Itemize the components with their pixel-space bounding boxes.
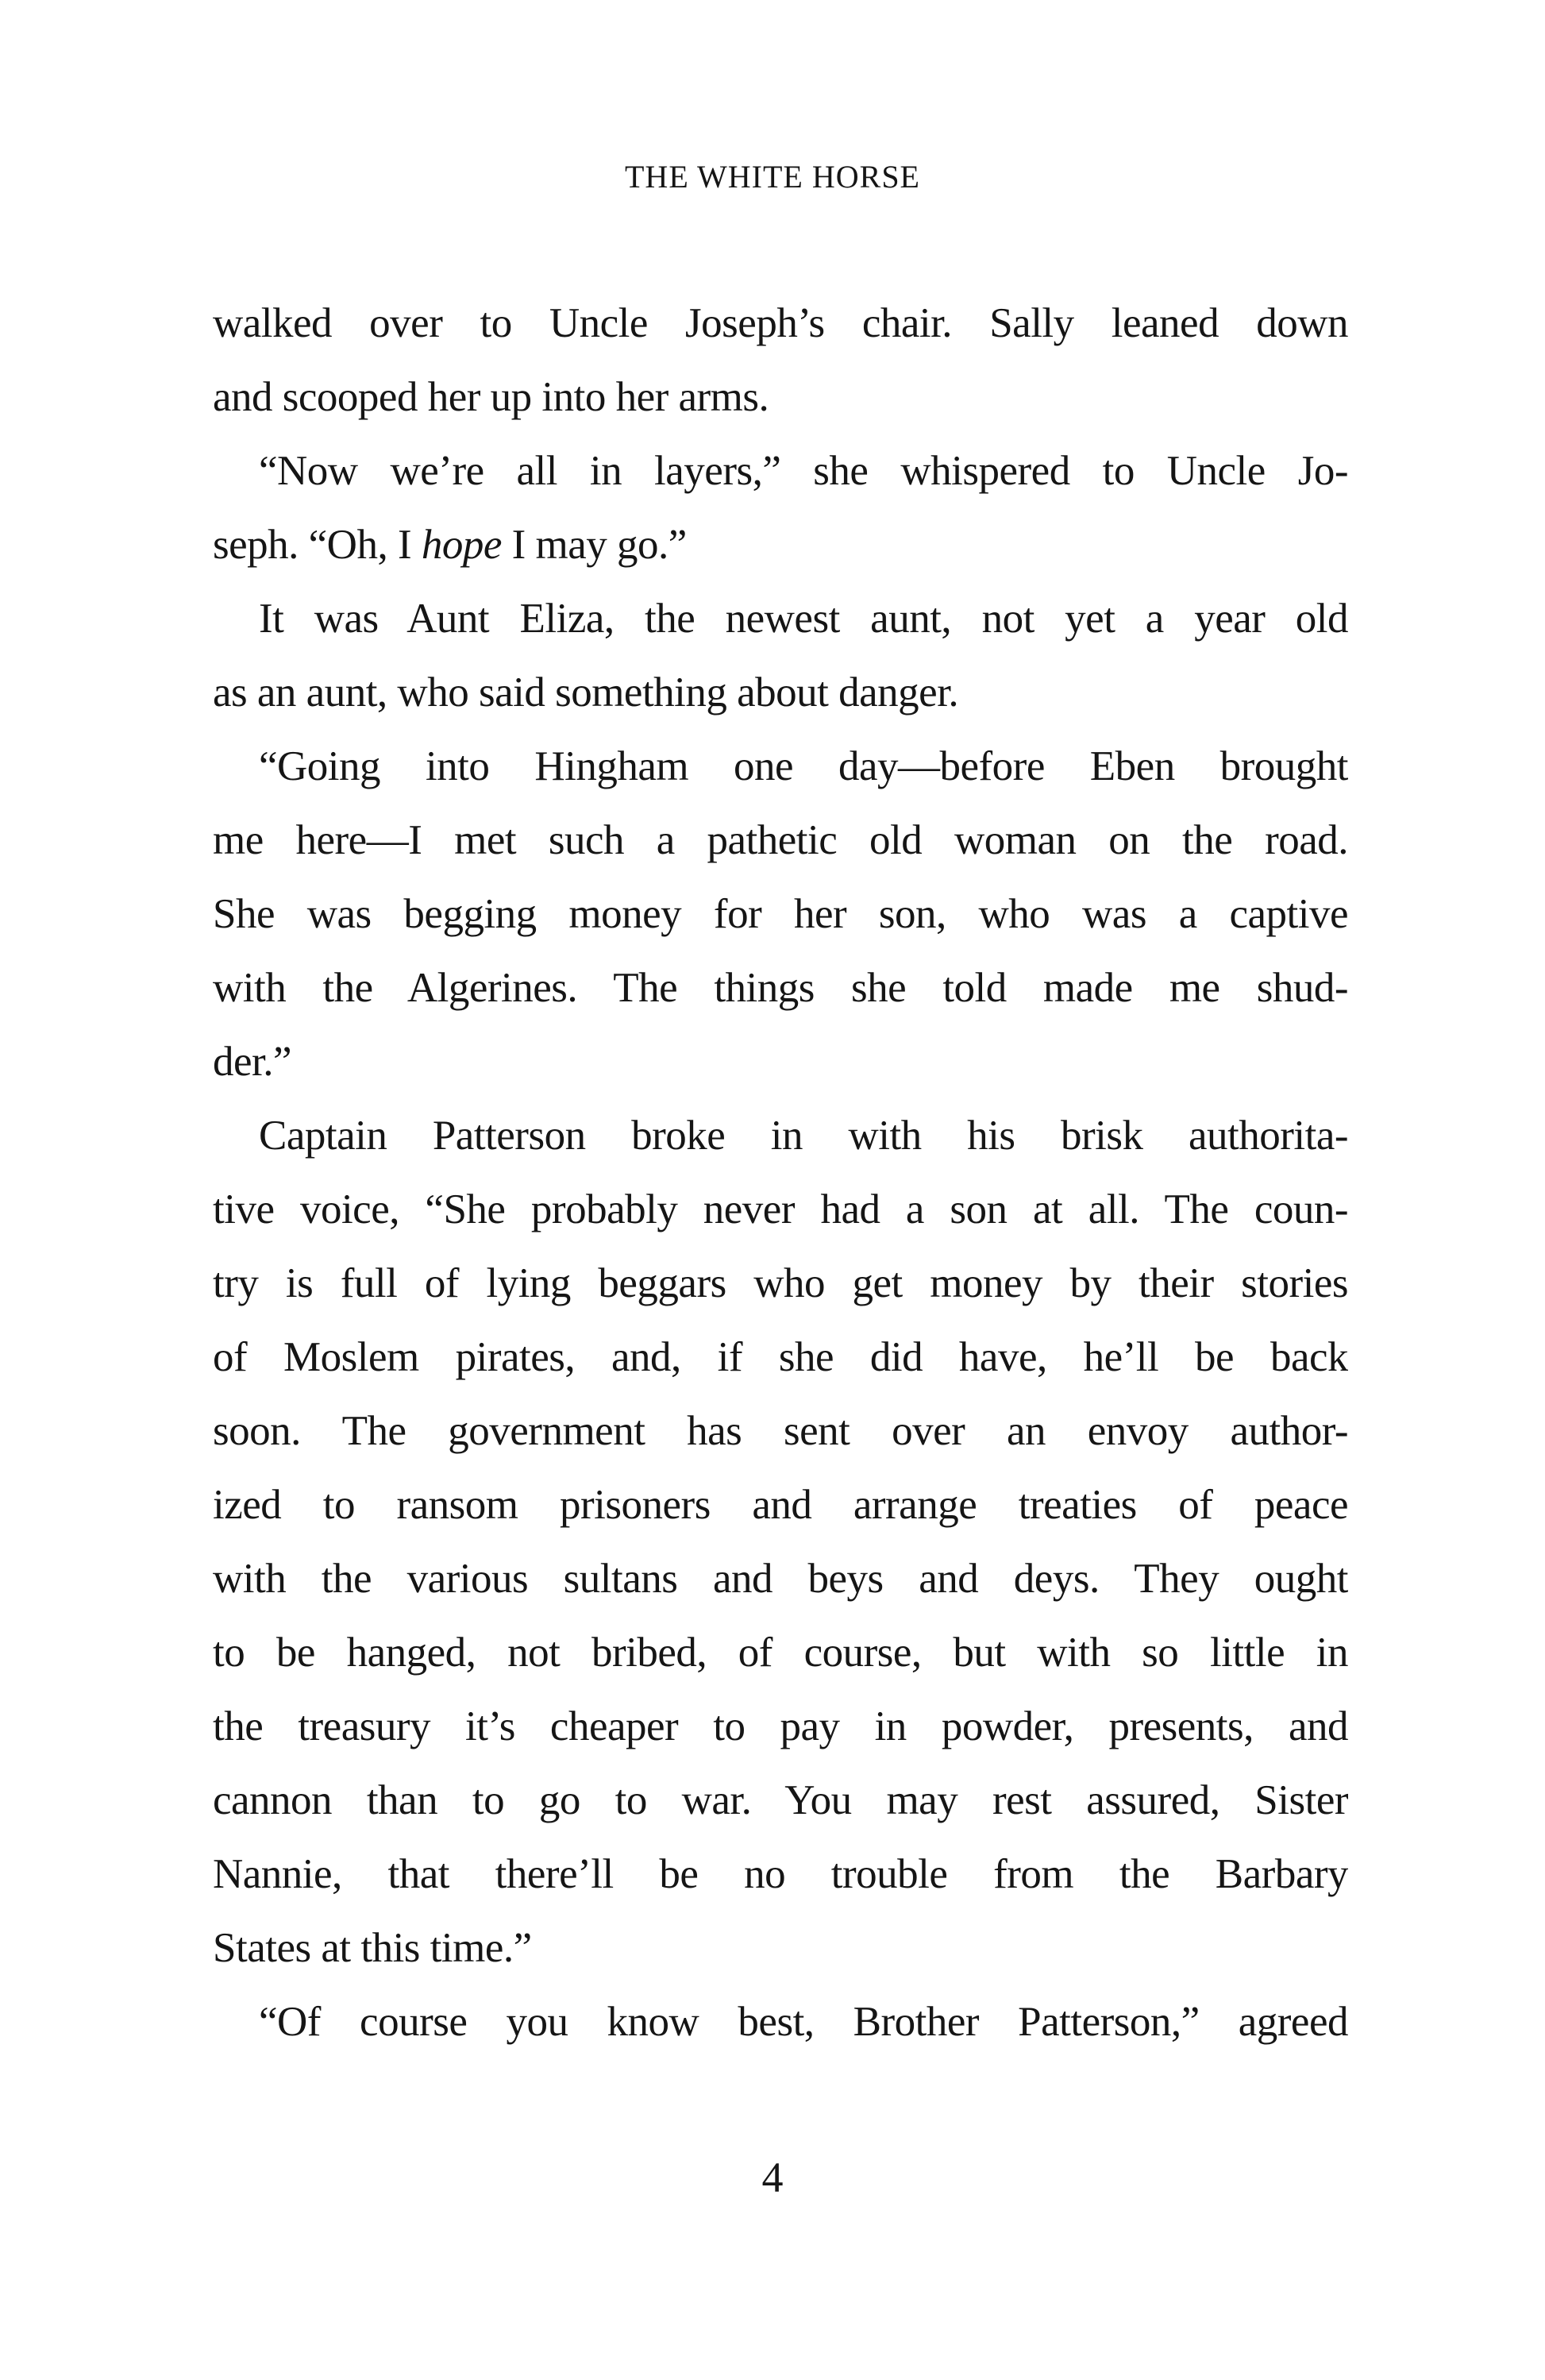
text-segment: der.” (213, 1039, 292, 1085)
text-line (213, 1911, 1348, 1985)
text-segment: to be hanged, not bribed, of course, but with so little in (213, 1630, 1348, 1676)
text-line (213, 1468, 1348, 1542)
text-line (213, 1985, 1348, 2059)
text-line (213, 1173, 1348, 1247)
text-segment: ized to ransom prisoners and arrange treaties of peace (213, 1482, 1348, 1528)
text-segment: me here—I met such a pathetic old woman on the road. (213, 817, 1348, 863)
text-segment: I may go.” (501, 522, 687, 568)
text-segment: with the various sultans and beys and deys. They ought (213, 1556, 1348, 1602)
text-line (213, 434, 1348, 508)
text-line (213, 1247, 1348, 1321)
italic-text-segment: hope (421, 522, 502, 568)
text-segment: with the Algerines. The things she told made me shud- (213, 965, 1348, 1011)
text-line (213, 951, 1348, 1025)
text-segment: “Now we’re all in layers,” she whispered to Uncle Jo- (259, 448, 1348, 494)
text-line (213, 1838, 1348, 1911)
text-line (213, 656, 1348, 730)
text-line (213, 361, 1348, 434)
text-line (213, 287, 1348, 361)
text-segment: cannon than to go to war. You may rest assured, Sister (213, 1777, 1348, 1823)
text-line (213, 1764, 1348, 1838)
text-line (213, 508, 1348, 582)
text-line (213, 1099, 1348, 1173)
text-segment: “Going into Hingham one day—before Eben brought (259, 743, 1348, 789)
text-line (213, 582, 1348, 656)
text-line (213, 1394, 1348, 1468)
text-line (213, 1690, 1348, 1764)
text-segment: try is full of lying beggars who get money by their stories (213, 1260, 1348, 1306)
text-segment: tive voice, “She probably never had a son at all. The coun- (213, 1186, 1348, 1232)
text-segment: States at this time.” (213, 1925, 532, 1971)
text-line (213, 804, 1348, 878)
text-segment: “Of course you know best, Brother Patterson,” agreed (259, 1999, 1348, 2045)
text-line (213, 1321, 1348, 1394)
text-segment: walked over to Uncle Joseph’s chair. Sally leaned down (213, 300, 1348, 346)
text-line (213, 1542, 1348, 1616)
text-line (213, 878, 1348, 951)
text-segment: soon. The government has sent over an envoy author- (213, 1408, 1348, 1454)
text-segment: She was begging money for her son, who was a captive (213, 891, 1348, 937)
text-segment: and scooped her up into her arms. (213, 374, 769, 420)
text-line (213, 730, 1348, 804)
text-segment: seph. “Oh, I (213, 522, 422, 568)
text-segment: It was Aunt Eliza, the newest aunt, not yet a year old (259, 596, 1348, 642)
text-line (213, 1616, 1348, 1690)
running-header: THE WHITE HORSE (625, 159, 920, 195)
text-segment: the treasury it’s cheaper to pay in powder, presents, and (213, 1703, 1348, 1749)
text-segment: of Moslem pirates, and, if she did have, he’ll be back (213, 1334, 1348, 1380)
text-segment: as an aunt, who said something about danger. (213, 669, 959, 716)
page-number: 4 (761, 2154, 784, 2201)
body-text (213, 287, 1348, 2059)
text-line (213, 1025, 1348, 1099)
text-segment: Captain Patterson broke in with his brisk authorita- (259, 1113, 1348, 1159)
text-segment: Nannie, that there’ll be no trouble from the Barbary (213, 1851, 1348, 1897)
